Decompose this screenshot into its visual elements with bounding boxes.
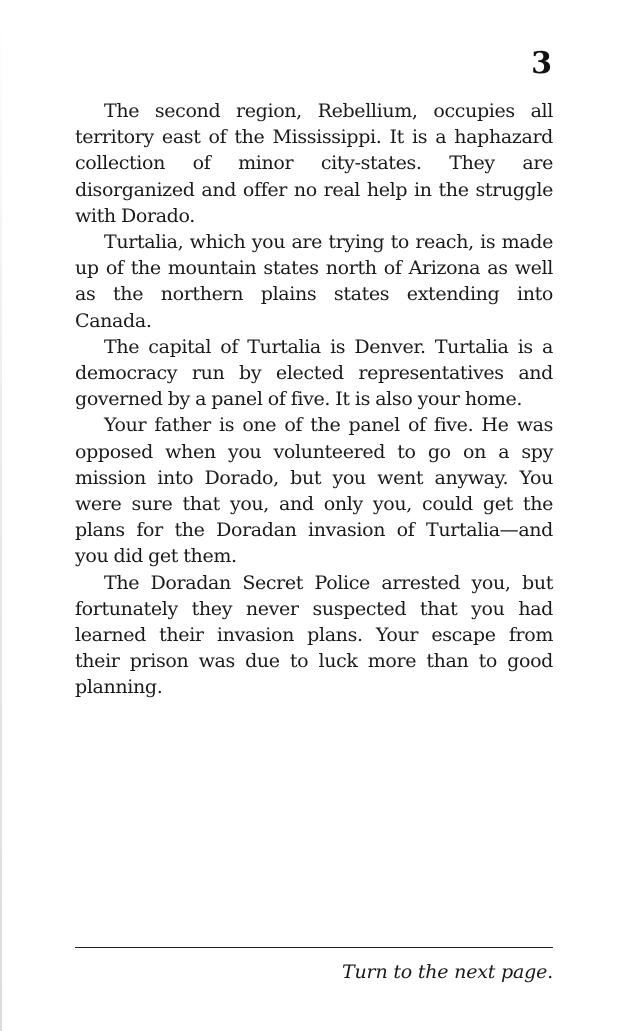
paragraph-father: Your father is one of the panel of five. He was opposed when you volunteered to go on a spy mission into Dorado, but you went anyway. You were sure that you, and only you, could get the plans for the Doradan invasion of Turtalia—and you did get them. bbox=[75, 414, 553, 568]
paragraph-capital: The capital of Turtalia is Denver. Turtalia is a democracy run by elected representatives and governed by a panel of five. It is also your home. bbox=[75, 335, 553, 411]
page-number: 3 bbox=[531, 46, 552, 81]
turn-page-instruction: Turn to the next page. bbox=[342, 961, 553, 983]
footer-divider bbox=[75, 947, 553, 948]
paragraph-escape: The Doradan Secret Police arrested you, but fortunately they never suspected that you had learned their invasion plans. Your escape from their prison was due to luck more than to good planning. bbox=[75, 571, 553, 699]
paragraph-rebellium: The second region, Rebellium, occupies all territory east of the Mississippi. It is a haphazard collection of minor city-states. They are disorganized and offer no real help in the struggle with Dorado. bbox=[75, 100, 553, 227]
paragraph-turtalia: Turtalia, which you are trying to reach, is made up of the mountain states north of Arizona as well as the northern plains states extending into Canada. bbox=[75, 231, 553, 332]
page-binding-edge bbox=[0, 0, 2, 1031]
story-text bbox=[75, 98, 553, 701]
